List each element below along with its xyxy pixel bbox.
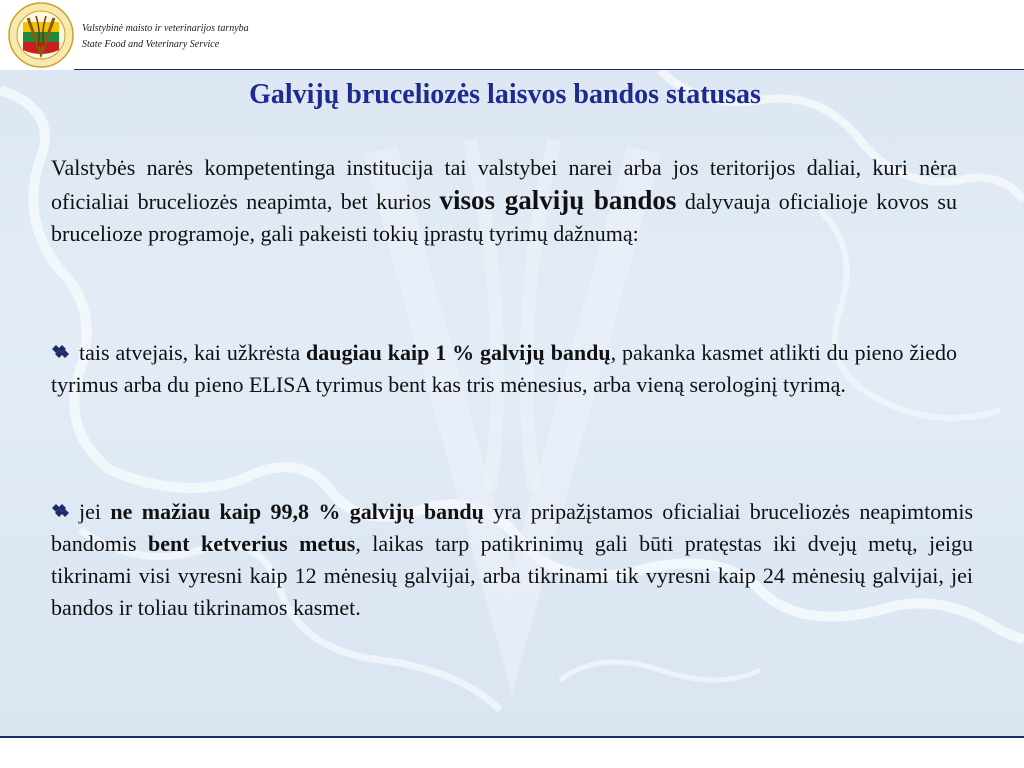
bullet2-text-part2: yra pripažįstamos oficialiai bruceliozės neapimtomis bandomis [51, 499, 974, 556]
bullet1-text-part2: , pakanka kasmet atlikti du pieno žiedo tyrimus arba du pieno ELISA tyrimus bent kas tris mėnesius, arba vieną serologinį tyrimą. [51, 340, 957, 397]
intro-text-part1: Valstybės narės kompetentinga institucija tai valstybei narei arba jos teritorijos daliai, kuri nėra oficialiai bruceliozės neapimta, bet kurios [51, 155, 957, 214]
bullet1-bold: daugiau kaip 1 % galvijų bandų [306, 340, 611, 365]
vmvt-logo [8, 2, 74, 68]
diamond-bullet-icon [51, 344, 73, 360]
bullet2-text-part1: jei [79, 499, 111, 524]
bullet2-bold1: ne mažiau kaip 99,8 % galvijų bandų [110, 499, 484, 524]
organization-names [82, 21, 249, 53]
bullet2-text-part3: , laikas tarp patikrinimų gali būti pratęstas iki dvejų metų, jeigu tikrinami visi vyresni kaip 12 mėnesių galvijai, arba tikrinami tik vyresni kaip 24 mėnesių galvijai, jei bandos ir toliau tikrinamos kasmet. [51, 531, 974, 620]
intro-emphasis: visos galvijų bandos [439, 185, 677, 215]
bullet2-bold2: bent ketverius metus [147, 531, 356, 556]
slide-footer [0, 738, 1024, 768]
intro-text-part2: dalyvauja oficialioje kovos su bruceliozе programoje, gali pakeisti tokių įprastų tyrimų dažnumą: [51, 189, 957, 246]
slide-title: Galvijų bruceliozės laisvos bandos statusas [249, 79, 761, 110]
bullet-item-1 [51, 337, 957, 401]
org-name-en: State Food and Veterinary Service [82, 39, 220, 50]
org-name-lt: Valstybinė maisto ir veterinarijos tarnyba [82, 23, 249, 34]
intro-paragraph [51, 152, 957, 250]
bullet-item-2 [51, 496, 973, 624]
bullet1-text-part1: tais atvejais, kai užkrėsta [79, 340, 307, 365]
diamond-bullet-icon [51, 503, 73, 519]
slide-header [0, 0, 1024, 70]
